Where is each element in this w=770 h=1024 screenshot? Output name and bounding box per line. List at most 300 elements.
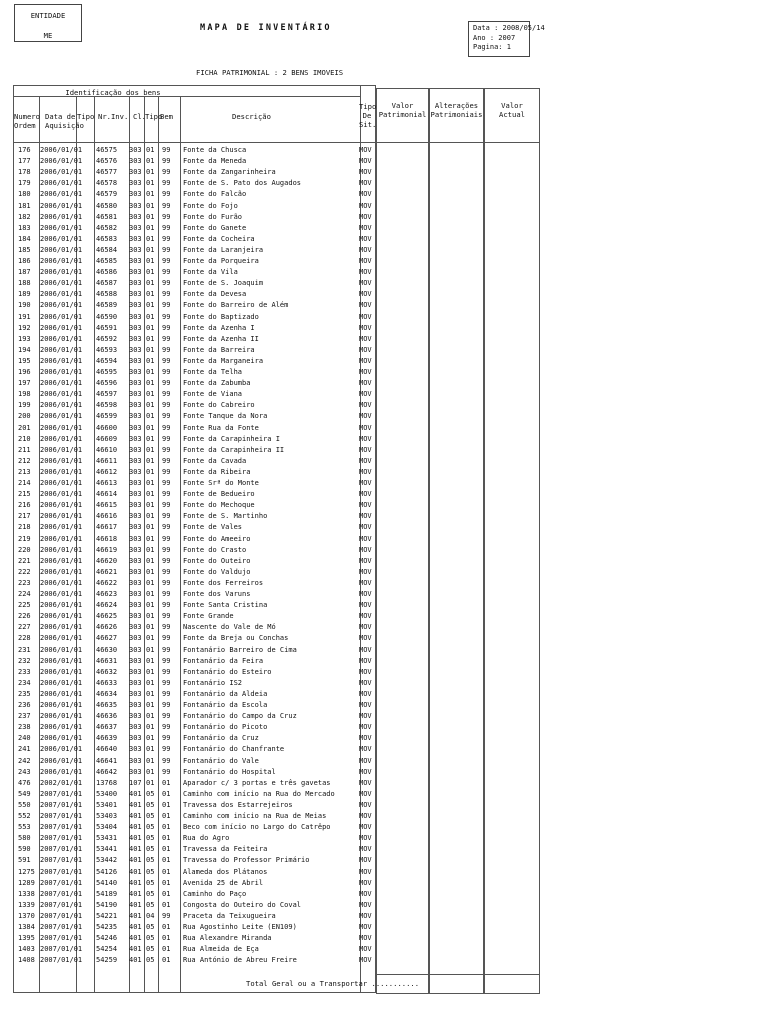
- alteracoes-col: Alterações Patrimoniais: [429, 88, 484, 994]
- row-nrinv: 46578: [96, 179, 118, 188]
- row-data: 2006/01/01: [40, 456, 83, 465]
- table-row: [0, 833, 376, 844]
- row-sit: MOV: [359, 812, 372, 820]
- row-numero: 213: [18, 467, 31, 476]
- row-bem: 01: [162, 789, 171, 798]
- row-sit: MOV: [359, 634, 372, 643]
- row-tipo: 01: [146, 734, 155, 743]
- row-cl: 401: [129, 889, 142, 898]
- row-nrinv: 46586: [96, 268, 118, 277]
- row-tipo: 01: [146, 245, 155, 254]
- table-row: [0, 778, 376, 789]
- table-row: [0, 500, 376, 511]
- table-row: [0, 556, 376, 567]
- table-row: [0, 389, 376, 400]
- table-row: [0, 201, 376, 212]
- row-sit: MOV: [359, 379, 372, 388]
- row-bem: 99: [162, 279, 171, 288]
- row-cl: 401: [129, 900, 142, 909]
- row-data: 2006/01/01: [40, 645, 83, 654]
- row-sit: MOV: [359, 701, 372, 709]
- row-sit: MOV: [359, 312, 372, 321]
- row-cl: 401: [129, 956, 142, 965]
- row-bem: 99: [162, 312, 171, 321]
- table-row: [0, 245, 376, 256]
- row-nrinv: 46609: [96, 434, 118, 443]
- pagina-line: Pagina: 1: [473, 43, 511, 51]
- row-cl: 303: [129, 312, 142, 321]
- row-nrinv: 54140: [96, 878, 118, 887]
- row-tipo: 01: [146, 290, 155, 299]
- row-nrinv: 46614: [96, 490, 118, 499]
- row-tipo: 01: [146, 567, 155, 576]
- row-tipo: 01: [146, 345, 155, 354]
- row-sit: MOV: [359, 523, 372, 532]
- table-row: [0, 733, 376, 744]
- row-nrinv: 46595: [96, 368, 118, 376]
- row-data: 2006/01/01: [40, 334, 83, 343]
- row-cl: 303: [129, 423, 142, 432]
- row-tipo: 01: [146, 590, 155, 598]
- row-nrinv: 54126: [96, 867, 118, 876]
- row-descricao: Travessa do Professor Primário: [183, 856, 310, 865]
- row-tipo: 01: [146, 534, 155, 543]
- row-sit: MOV: [359, 345, 372, 354]
- row-numero: 217: [18, 512, 31, 521]
- row-descricao: Fonte do Ganete: [183, 223, 247, 232]
- row-nrinv: 53441: [96, 845, 118, 854]
- row-data: 2006/01/01: [40, 723, 83, 732]
- row-cl: 303: [129, 567, 142, 576]
- table-row: [0, 445, 376, 456]
- row-sit: MOV: [359, 245, 372, 254]
- row-descricao: Fonte do Crasto: [183, 545, 247, 554]
- table-row: [0, 156, 376, 167]
- table-row: [0, 378, 376, 389]
- row-descricao: Fontanário da Feira: [183, 656, 264, 665]
- row-cl: 303: [129, 212, 142, 221]
- row-bem: 99: [162, 190, 171, 199]
- row-bem: 01: [162, 823, 171, 832]
- valor-patrimonial-col: Valor Patrimonial: [376, 88, 429, 994]
- row-cl: 303: [129, 368, 142, 376]
- row-bem: 99: [162, 623, 171, 632]
- row-nrinv: 46592: [96, 334, 118, 343]
- row-bem: 99: [162, 556, 171, 565]
- row-sit: MOV: [359, 856, 372, 865]
- row-data: 2006/01/01: [40, 268, 83, 277]
- row-data: 2006/01/01: [40, 379, 83, 388]
- row-tipo: 01: [146, 234, 155, 243]
- col-tipo-sit: Tipo De Sit.: [359, 102, 377, 129]
- row-bem: 99: [162, 412, 171, 421]
- row-nrinv: 46594: [96, 356, 118, 365]
- row-nrinv: 46639: [96, 734, 118, 743]
- row-descricao: Fonte da Laranjeira: [183, 245, 264, 254]
- data-line: Data : 2008/05/14: [473, 24, 545, 32]
- total-rule: [376, 974, 540, 975]
- row-data: 2006/01/01: [40, 279, 83, 288]
- row-data: 2007/01/01: [40, 934, 83, 943]
- row-cl: 303: [129, 712, 142, 721]
- row-cl: 303: [129, 334, 142, 343]
- row-data: 2006/01/01: [40, 323, 83, 332]
- row-cl: 303: [129, 301, 142, 310]
- row-nrinv: 54235: [96, 923, 118, 931]
- row-numero: 200: [18, 412, 31, 421]
- row-tipo: 01: [146, 634, 155, 643]
- row-cl: 303: [129, 756, 142, 765]
- row-descricao: Fontanário da Escola: [183, 701, 268, 709]
- row-nrinv: 46622: [96, 578, 118, 587]
- table-row: [0, 478, 376, 489]
- row-descricao: Fonte da Chusca: [183, 146, 247, 154]
- row-cl: 107: [129, 778, 142, 787]
- row-descricao: Fontanário do Esteiro: [183, 667, 272, 676]
- row-nrinv: 46631: [96, 656, 118, 665]
- table-row: [0, 189, 376, 200]
- row-tipo: 05: [146, 923, 155, 931]
- row-bem: 99: [162, 523, 171, 532]
- row-nrinv: 46619: [96, 545, 118, 554]
- row-numero: 222: [18, 567, 31, 576]
- row-nrinv: 53400: [96, 789, 118, 798]
- row-numero: 193: [18, 334, 31, 343]
- row-nrinv: 46599: [96, 412, 118, 421]
- row-cl: 303: [129, 245, 142, 254]
- row-data: 2006/01/01: [40, 245, 83, 254]
- row-numero: 1275: [18, 867, 35, 876]
- row-numero: 241: [18, 745, 31, 754]
- table-row: [0, 411, 376, 422]
- row-data: 2006/01/01: [40, 157, 83, 166]
- valor-actual-col: Valor Actual: [484, 88, 540, 994]
- row-data: 2006/01/01: [40, 578, 83, 587]
- row-nrinv: 46615: [96, 501, 118, 510]
- row-bem: 01: [162, 934, 171, 943]
- row-numero: 180: [18, 190, 31, 199]
- row-cl: 401: [129, 867, 142, 876]
- table-row: [0, 633, 376, 644]
- row-tipo: 05: [146, 945, 155, 954]
- row-sit: MOV: [359, 945, 372, 954]
- row-data: 2006/01/01: [40, 556, 83, 565]
- row-bem: 01: [162, 867, 171, 876]
- table-row: [0, 767, 376, 778]
- row-descricao: Fonte Tanque da Nora: [183, 412, 268, 421]
- row-data: 2006/01/01: [40, 501, 83, 510]
- row-tipo: 01: [146, 623, 155, 632]
- col-tipo: Tipo: [77, 112, 95, 121]
- row-descricao: Fonte do Ameeiro: [183, 534, 251, 543]
- row-nrinv: 53401: [96, 800, 118, 809]
- data-value: 2008/05/14: [502, 24, 545, 32]
- row-descricao: Fonte de S. Joaquim: [183, 279, 264, 288]
- row-numero: 214: [18, 479, 31, 487]
- row-tipo: 01: [146, 412, 155, 421]
- row-cl: 303: [129, 401, 142, 410]
- row-descricao: Fonte dos Varuns: [183, 590, 251, 598]
- row-data: 2006/01/01: [40, 590, 83, 598]
- row-data: 2007/01/01: [40, 800, 83, 809]
- row-sit: MOV: [359, 545, 372, 554]
- table-row: [0, 567, 376, 578]
- row-tipo: 01: [146, 146, 155, 154]
- row-cl: 303: [129, 345, 142, 354]
- row-descricao: Praceta da Teixugueira: [183, 911, 276, 920]
- row-data: 2006/01/01: [40, 212, 83, 221]
- row-data: 2006/01/01: [40, 734, 83, 743]
- row-bem: 99: [162, 201, 171, 210]
- row-tipo: 01: [146, 279, 155, 288]
- row-nrinv: 53403: [96, 812, 118, 820]
- row-bem: 99: [162, 689, 171, 698]
- row-numero: 219: [18, 534, 31, 543]
- row-sit: MOV: [359, 712, 372, 721]
- row-bem: 99: [162, 345, 171, 354]
- row-bem: 99: [162, 434, 171, 443]
- row-cl: 303: [129, 279, 142, 288]
- row-sit: MOV: [359, 745, 372, 754]
- row-sit: MOV: [359, 445, 372, 454]
- row-tipo: 01: [146, 556, 155, 565]
- row-numero: 232: [18, 656, 31, 665]
- row-sit: MOV: [359, 434, 372, 443]
- row-cl: 401: [129, 789, 142, 798]
- row-descricao: Fonte de S. Martinho: [183, 512, 268, 521]
- row-nrinv: 46582: [96, 223, 118, 232]
- row-bem: 99: [162, 268, 171, 277]
- row-numero: 237: [18, 712, 31, 721]
- table-row: [0, 234, 376, 245]
- row-data: 2006/01/01: [40, 234, 83, 243]
- row-descricao: Fonte da Azenha II: [183, 334, 259, 343]
- col-bem: Bem: [160, 112, 173, 121]
- row-numero: 190: [18, 301, 31, 310]
- row-bem: 99: [162, 612, 171, 621]
- table-row: [0, 667, 376, 678]
- row-descricao: Fontanário do Hospital: [183, 767, 276, 776]
- row-nrinv: 46616: [96, 512, 118, 521]
- row-nrinv: 46635: [96, 701, 118, 709]
- row-tipo: 05: [146, 900, 155, 909]
- row-nrinv: 46621: [96, 567, 118, 576]
- row-descricao: Rua António de Abreu Freire: [183, 956, 297, 965]
- row-descricao: Fonte da Porqueira: [183, 257, 259, 265]
- row-sit: MOV: [359, 678, 372, 687]
- row-descricao: Fonte do Outeiro: [183, 556, 251, 565]
- row-sit: MOV: [359, 601, 372, 610]
- row-bem: 99: [162, 401, 171, 410]
- row-bem: 99: [162, 656, 171, 665]
- row-numero: 231: [18, 645, 31, 654]
- row-descricao: Fonte da Cavada: [183, 456, 247, 465]
- row-data: 2002/01/01: [40, 778, 83, 787]
- table-row: [0, 145, 376, 156]
- row-data: 2006/01/01: [40, 290, 83, 299]
- row-tipo: 01: [146, 312, 155, 321]
- page-title: MAPA DE INVENTÁRIO: [200, 23, 332, 33]
- table-row: [0, 678, 376, 689]
- row-descricao: Fontanário do Vale: [183, 756, 259, 765]
- table-row: [0, 545, 376, 556]
- row-tipo: 01: [146, 334, 155, 343]
- row-descricao: Fonte da Carapinheira II: [183, 445, 285, 454]
- table-row: [0, 922, 376, 933]
- row-sit: MOV: [359, 823, 372, 832]
- row-cl: 303: [129, 379, 142, 388]
- row-bem: 01: [162, 945, 171, 954]
- row-cl: 303: [129, 634, 142, 643]
- row-sit: MOV: [359, 934, 372, 943]
- row-descricao: Fonte de Viana: [183, 390, 243, 399]
- row-bem: 99: [162, 501, 171, 510]
- row-bem: 99: [162, 567, 171, 576]
- row-tipo: 01: [146, 645, 155, 654]
- row-numero: 181: [18, 201, 31, 210]
- row-bem: 01: [162, 845, 171, 854]
- row-bem: 99: [162, 756, 171, 765]
- row-sit: MOV: [359, 900, 372, 909]
- row-sit: MOV: [359, 889, 372, 898]
- row-data: 2007/01/01: [40, 845, 83, 854]
- row-numero: 1403: [18, 945, 35, 954]
- row-bem: 99: [162, 301, 171, 310]
- table-row: [0, 289, 376, 300]
- row-tipo: 05: [146, 867, 155, 876]
- row-bem: 99: [162, 745, 171, 754]
- row-numero: 186: [18, 257, 31, 265]
- row-cl: 303: [129, 146, 142, 154]
- row-sit: MOV: [359, 279, 372, 288]
- row-numero: 233: [18, 667, 31, 676]
- row-numero: 194: [18, 345, 31, 354]
- row-sit: MOV: [359, 689, 372, 698]
- table-row: [0, 334, 376, 345]
- table-row: [0, 456, 376, 467]
- row-tipo: 01: [146, 667, 155, 676]
- total-line: Total Geral ou a Transportar ...........: [246, 979, 420, 988]
- row-tipo: 01: [146, 434, 155, 443]
- row-bem: 01: [162, 778, 171, 787]
- row-sit: MOV: [359, 645, 372, 654]
- row-descricao: Fonte da Meneda: [183, 157, 247, 166]
- row-cl: 303: [129, 434, 142, 443]
- row-nrinv: 46580: [96, 201, 118, 210]
- table-row: [0, 178, 376, 189]
- row-bem: 99: [162, 456, 171, 465]
- row-data: 2006/01/01: [40, 412, 83, 421]
- row-tipo: 05: [146, 812, 155, 820]
- row-tipo: 05: [146, 878, 155, 887]
- row-descricao: Fonte Srª do Monte: [183, 479, 259, 487]
- row-tipo: 01: [146, 168, 155, 177]
- row-cl: 303: [129, 578, 142, 587]
- row-data: 2007/01/01: [40, 812, 83, 820]
- row-cl: 303: [129, 534, 142, 543]
- row-data: 2007/01/01: [40, 823, 83, 832]
- row-tipo: 01: [146, 323, 155, 332]
- row-descricao: Caminho com início na Rua do Mercado: [183, 789, 335, 798]
- row-sit: MOV: [359, 212, 372, 221]
- row-tipo: 01: [146, 445, 155, 454]
- row-data: 2007/01/01: [40, 789, 83, 798]
- table-row: [0, 756, 376, 767]
- row-cl: 303: [129, 667, 142, 676]
- row-tipo: 01: [146, 257, 155, 265]
- row-nrinv: 46620: [96, 556, 118, 565]
- row-data: 2006/01/01: [40, 423, 83, 432]
- row-numero: 225: [18, 601, 31, 610]
- row-numero: 211: [18, 445, 31, 454]
- table-row: [0, 400, 376, 411]
- row-cl: 303: [129, 512, 142, 521]
- row-tipo: 01: [146, 756, 155, 765]
- meta-box: [468, 21, 545, 57]
- row-sit: MOV: [359, 656, 372, 665]
- col-data: Data de Aquisição: [45, 112, 84, 130]
- row-descricao: Rua Agostinho Leite (EN109): [183, 923, 297, 931]
- row-nrinv: 46600: [96, 423, 118, 432]
- table-row: [0, 711, 376, 722]
- row-data: 2006/01/01: [40, 146, 83, 154]
- row-nrinv: 54254: [96, 945, 118, 954]
- row-bem: 99: [162, 168, 171, 177]
- row-numero: 228: [18, 634, 31, 643]
- row-bem: 99: [162, 601, 171, 610]
- row-descricao: Fontanário do Chanfrante: [183, 745, 285, 754]
- row-bem: 99: [162, 445, 171, 454]
- row-bem: 99: [162, 423, 171, 432]
- row-tipo: 01: [146, 157, 155, 166]
- row-numero: 590: [18, 845, 31, 854]
- row-cl: 303: [129, 701, 142, 709]
- row-sit: MOV: [359, 590, 372, 598]
- row-data: 2007/01/01: [40, 856, 83, 865]
- row-descricao: Fontanário da Aldeia: [183, 689, 268, 698]
- row-tipo: 01: [146, 601, 155, 610]
- col-nrinv: Nr.Inv.: [98, 112, 129, 121]
- row-descricao: Rua do Agro: [183, 834, 230, 843]
- table-row: [0, 944, 376, 955]
- row-cl: 303: [129, 479, 142, 487]
- table-row: [0, 434, 376, 445]
- row-sit: MOV: [359, 501, 372, 510]
- row-sit: MOV: [359, 467, 372, 476]
- table-row: [0, 323, 376, 334]
- row-sit: MOV: [359, 356, 372, 365]
- row-nrinv: 46612: [96, 467, 118, 476]
- row-descricao: Travessa dos Estarrejeiros: [183, 800, 293, 809]
- row-bem: 99: [162, 712, 171, 721]
- row-numero: 192: [18, 323, 31, 332]
- row-nrinv: 54246: [96, 934, 118, 943]
- table-row: [0, 878, 376, 889]
- row-numero: 552: [18, 812, 31, 820]
- row-sit: MOV: [359, 756, 372, 765]
- row-tipo: 01: [146, 512, 155, 521]
- row-tipo: 01: [146, 356, 155, 365]
- row-descricao: Beco com início no Largo do Catrêpo: [183, 823, 331, 832]
- row-nrinv: 46581: [96, 212, 118, 221]
- row-tipo: 01: [146, 523, 155, 532]
- row-cl: 303: [129, 734, 142, 743]
- row-nrinv: 46627: [96, 634, 118, 643]
- row-nrinv: 46593: [96, 345, 118, 354]
- row-sit: MOV: [359, 190, 372, 199]
- row-data: 2007/01/01: [40, 900, 83, 909]
- row-cl: 303: [129, 234, 142, 243]
